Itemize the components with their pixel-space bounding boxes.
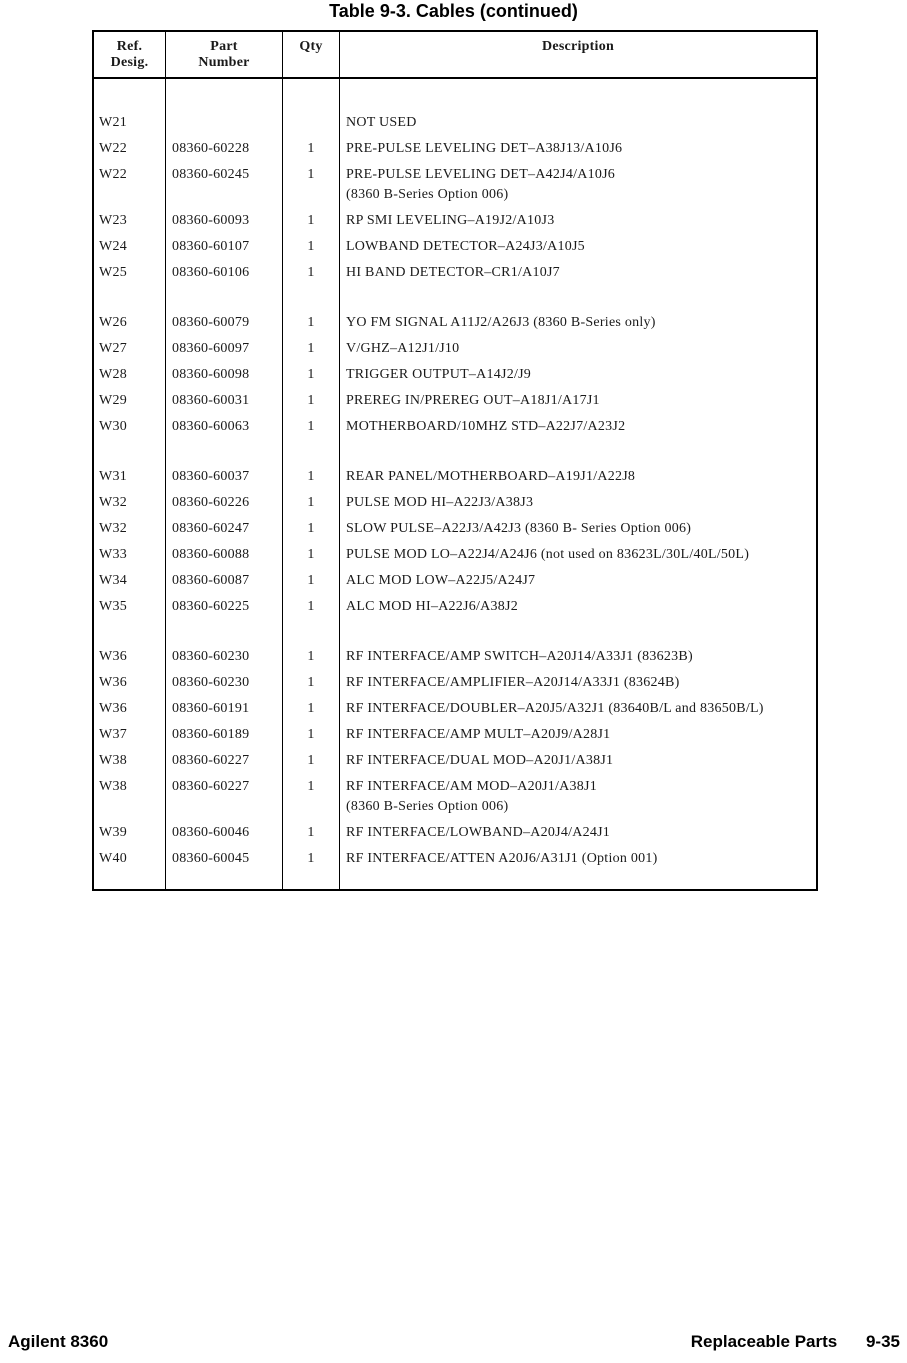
cell-ref-desig: [94, 493, 166, 519]
table-row: [94, 751, 816, 777]
cell-description: [340, 673, 816, 699]
cell-text-line: W22: [99, 167, 127, 182]
cell-qty: [283, 263, 340, 289]
cell-qty: [283, 365, 340, 391]
cell-text-line: 08360-60189: [172, 727, 250, 742]
cell-text-line: 08360-60225: [172, 599, 250, 614]
cell-part-number: [166, 647, 283, 673]
cell-text-line: 1: [307, 367, 315, 382]
cell-text-line: W25: [99, 265, 127, 280]
cell-ref-desig: [94, 545, 166, 571]
cell-part-number: [166, 417, 283, 443]
cell-text-line: 1: [307, 599, 315, 614]
cell-description: [340, 751, 816, 777]
cell-description: [340, 699, 816, 725]
column-header-part-number: [166, 32, 283, 77]
cell-part-number: [166, 493, 283, 519]
cell-description: [340, 313, 816, 339]
cell-ref-desig: [94, 263, 166, 289]
cell-description: [340, 339, 816, 365]
cell-text-line: LOWBAND DETECTOR–A24J3/A10J5: [346, 239, 585, 254]
table-row: [94, 519, 816, 545]
cell-qty: [283, 571, 340, 597]
cell-text-line: W38: [99, 753, 127, 768]
cell-ref-desig: [94, 313, 166, 339]
cell-text-line: 1: [307, 779, 315, 794]
cell-text-line: 08360-60247: [172, 521, 250, 536]
header-line: Description: [542, 39, 614, 54]
cell-text-line: 08360-60045: [172, 851, 250, 866]
table-row: [94, 571, 816, 597]
cell-ref-desig: [94, 79, 166, 113]
table-spacer-row: [94, 623, 816, 647]
cell-text-line: 1: [307, 393, 315, 408]
cell-text-line: W34: [99, 573, 127, 588]
cell-text-line: W32: [99, 521, 127, 536]
cell-text-line: 08360-60088: [172, 547, 250, 562]
cell-part-number: [166, 289, 283, 313]
cell-description: [340, 237, 816, 263]
cell-ref-desig: [94, 725, 166, 751]
cell-text-line: 1: [307, 167, 315, 182]
cell-qty: [283, 519, 340, 545]
cell-description: [340, 211, 816, 237]
table-row: [94, 313, 816, 339]
cell-text-line: 08360-60037: [172, 469, 250, 484]
cell-text-line: W26: [99, 315, 127, 330]
cell-ref-desig: [94, 823, 166, 849]
table-row: [94, 597, 816, 623]
cell-text-line: ALC MOD LOW–A22J5/A24J7: [346, 573, 536, 588]
table-row: [94, 545, 816, 571]
cell-part-number: [166, 751, 283, 777]
cell-qty: [283, 623, 340, 647]
cell-ref-desig: [94, 875, 166, 889]
cell-qty: [283, 699, 340, 725]
table-row: [94, 725, 816, 751]
cell-text-line: SLOW PULSE–A22J3/A42J3 (8360 B- Series Option 006): [346, 521, 692, 536]
footer-right: [691, 1332, 900, 1352]
cell-description: [340, 391, 816, 417]
table-row: [94, 139, 816, 165]
cell-text-line: RF INTERFACE/DOUBLER–A20J5/A32J1 (83640B/L and 83650B/L): [346, 701, 764, 716]
cell-qty: [283, 673, 340, 699]
cell-part-number: [166, 237, 283, 263]
cell-text-line: W28: [99, 367, 127, 382]
cell-qty: [283, 289, 340, 313]
cell-text-line: W30: [99, 419, 127, 434]
cell-text-line: 08360-60227: [172, 753, 250, 768]
cell-text-line: 08360-60079: [172, 315, 250, 330]
cell-description: [340, 263, 816, 289]
cell-part-number: [166, 725, 283, 751]
table-row: [94, 777, 816, 823]
cell-text-line: 1: [307, 701, 315, 716]
cell-ref-desig: [94, 597, 166, 623]
cell-text-line: V/GHZ–A12J1/J10: [346, 341, 460, 356]
cell-text-line: 1: [307, 419, 315, 434]
cell-ref-desig: [94, 519, 166, 545]
cell-text-line: RF INTERFACE/DUAL MOD–A20J1/A38J1: [346, 753, 614, 768]
cell-text-line: 1: [307, 547, 315, 562]
cell-qty: [283, 751, 340, 777]
cell-text-line: W27: [99, 341, 127, 356]
cell-part-number: [166, 519, 283, 545]
cell-description: [340, 467, 816, 493]
cell-description: [340, 597, 816, 623]
cell-qty: [283, 777, 340, 823]
cell-text-line: RF INTERFACE/AMPLIFIER–A20J14/A33J1 (83624B): [346, 675, 680, 690]
cell-text-line: W29: [99, 393, 127, 408]
cell-qty: [283, 725, 340, 751]
cell-description: [340, 849, 816, 875]
table-spacer-row: [94, 79, 816, 113]
cell-ref-desig: [94, 623, 166, 647]
cell-qty: [283, 545, 340, 571]
cell-text-line: 08360-60191: [172, 701, 250, 716]
cell-text-line: 08360-60230: [172, 649, 250, 664]
cell-part-number: [166, 339, 283, 365]
cell-text-line: ALC MOD HI–A22J6/A38J2: [346, 599, 518, 614]
cell-qty: [283, 391, 340, 417]
cell-text-line: 08360-60230: [172, 675, 250, 690]
footer-page-number: 9-35: [865, 1332, 900, 1351]
cell-part-number: [166, 165, 283, 211]
cell-description: [340, 777, 816, 823]
cell-text-line: 1: [307, 649, 315, 664]
cell-text-line: PREREG IN/PREREG OUT–A18J1/A17J1: [346, 393, 600, 408]
cell-ref-desig: [94, 647, 166, 673]
cell-description: [340, 79, 816, 113]
cell-ref-desig: [94, 417, 166, 443]
cell-text-line: W33: [99, 547, 127, 562]
cell-text-line: 08360-60245: [172, 167, 250, 182]
cell-description: [340, 725, 816, 751]
cell-text-line: 08360-60228: [172, 141, 250, 156]
cell-description: [340, 519, 816, 545]
page-title: Table 9-3. Cables (continued): [329, 1, 578, 21]
cell-text-line: 1: [307, 675, 315, 690]
cell-description: [340, 493, 816, 519]
cell-part-number: [166, 823, 283, 849]
cell-qty: [283, 597, 340, 623]
cell-text-line: 08360-60098: [172, 367, 250, 382]
cell-qty: [283, 875, 340, 889]
table-row: [94, 417, 816, 443]
cell-description: [340, 875, 816, 889]
cell-text-line: W24: [99, 239, 127, 254]
cell-text-line: W36: [99, 649, 127, 664]
cell-ref-desig: [94, 139, 166, 165]
cell-qty: [283, 647, 340, 673]
cell-part-number: [166, 571, 283, 597]
cell-description: [340, 647, 816, 673]
cell-text-line: 1: [307, 239, 315, 254]
cell-part-number: [166, 623, 283, 647]
cell-text-line: TRIGGER OUTPUT–A14J2/J9: [346, 367, 532, 382]
cell-text-line: PULSE MOD LO–A22J4/A24J6 (not used on 83623L/30L/40L/50L): [346, 547, 750, 562]
column-header-qty: [283, 32, 340, 77]
cell-ref-desig: [94, 289, 166, 313]
table-row: [94, 467, 816, 493]
cell-text-line: RF INTERFACE/LOWBAND–A20J4/A24J1: [346, 825, 611, 840]
table-row: [94, 673, 816, 699]
cell-text-line: W36: [99, 701, 127, 716]
cell-ref-desig: [94, 391, 166, 417]
cell-text-line: PULSE MOD HI–A22J3/A38J3: [346, 495, 534, 510]
cell-qty: [283, 339, 340, 365]
cell-text-line: 1: [307, 573, 315, 588]
cell-ref-desig: [94, 849, 166, 875]
cell-qty: [283, 79, 340, 113]
cell-part-number: [166, 849, 283, 875]
cell-text-line: W36: [99, 675, 127, 690]
cell-text-line: W22: [99, 141, 127, 156]
cell-ref-desig: [94, 777, 166, 823]
cell-ref-desig: [94, 699, 166, 725]
cell-description: [340, 113, 816, 139]
cell-text-line: 1: [307, 727, 315, 742]
cell-ref-desig: [94, 467, 166, 493]
cell-text-line: 08360-60097: [172, 341, 250, 356]
cell-text-line: 08360-60227: [172, 779, 250, 794]
cell-part-number: [166, 113, 283, 139]
table-row: [94, 823, 816, 849]
header-line: Number: [198, 55, 250, 70]
cell-qty: [283, 165, 340, 211]
table-spacer-row: [94, 875, 816, 889]
cell-text-line: W37: [99, 727, 127, 742]
cell-part-number: [166, 699, 283, 725]
header-line: Part: [210, 39, 238, 54]
cell-part-number: [166, 467, 283, 493]
cell-part-number: [166, 597, 283, 623]
cell-part-number: [166, 263, 283, 289]
cell-part-number: [166, 545, 283, 571]
cell-text-line: RF INTERFACE/AMP SWITCH–A20J14/A33J1 (83623B): [346, 649, 693, 664]
cell-qty: [283, 823, 340, 849]
column-header-ref-desig: [94, 32, 166, 77]
cell-text-line: RF INTERFACE/ATTEN A20J6/A31J1 (Option 001): [346, 851, 658, 866]
cell-text-line: NOT USED: [346, 115, 417, 130]
cell-qty: [283, 849, 340, 875]
cell-qty: [283, 467, 340, 493]
cell-description: [340, 571, 816, 597]
header-line: Desig.: [110, 55, 149, 70]
cell-part-number: [166, 313, 283, 339]
cell-text-line: RF INTERFACE/AMP MULT–A20J9/A28J1: [346, 727, 611, 742]
cell-qty: [283, 113, 340, 139]
cell-part-number: [166, 391, 283, 417]
cell-text-line: 08360-60087: [172, 573, 250, 588]
table-header-row: [94, 32, 816, 79]
cell-text-line: 1: [307, 315, 315, 330]
cell-description: [340, 417, 816, 443]
footer-section-title: Replaceable Parts: [690, 1332, 838, 1351]
cell-part-number: [166, 443, 283, 467]
cell-part-number: [166, 875, 283, 889]
cables-parts-table: [92, 30, 818, 891]
cell-part-number: [166, 79, 283, 113]
cell-text-line: 1: [307, 213, 315, 228]
cell-text-line: RF INTERFACE/AM MOD–A20J1/A38J1: [346, 779, 597, 794]
cell-text-line: 08360-60031: [172, 393, 250, 408]
cell-text-line: W31: [99, 469, 127, 484]
cell-qty: [283, 237, 340, 263]
cell-description: [340, 289, 816, 313]
cell-description: [340, 545, 816, 571]
cell-qty: [283, 417, 340, 443]
cell-ref-desig: [94, 113, 166, 139]
cell-text-line: PRE-PULSE LEVELING DET–A42J4/A10J6: [346, 167, 616, 182]
cell-part-number: [166, 673, 283, 699]
cell-description: [340, 139, 816, 165]
cell-text-line: MOTHERBOARD/10MHZ STD–A22J7/A23J2: [346, 419, 626, 434]
cell-ref-desig: [94, 571, 166, 597]
cell-text-line: (8360 B-Series Option 006): [346, 187, 509, 202]
cell-text-line: 08360-60063: [172, 419, 250, 434]
cell-part-number: [166, 777, 283, 823]
cell-text-line: 08360-60106: [172, 265, 250, 280]
table-row: [94, 339, 816, 365]
cell-ref-desig: [94, 211, 166, 237]
cell-text-line: PRE-PULSE LEVELING DET–A38J13/A10J6: [346, 141, 623, 156]
table-row: [94, 849, 816, 875]
table-row: [94, 113, 816, 139]
cell-qty: [283, 313, 340, 339]
cell-ref-desig: [94, 751, 166, 777]
cell-description: [340, 365, 816, 391]
cell-text-line: 08360-60093: [172, 213, 250, 228]
cell-text-line: 1: [307, 469, 315, 484]
cell-text-line: 08360-60046: [172, 825, 250, 840]
cell-qty: [283, 493, 340, 519]
cell-text-line: W32: [99, 495, 127, 510]
table-row: [94, 211, 816, 237]
cell-text-line: YO FM SIGNAL A11J2/A26J3 (8360 B-Series only): [346, 315, 656, 330]
table-row: [94, 165, 816, 211]
table-row: [94, 493, 816, 519]
cell-text-line: 08360-60226: [172, 495, 250, 510]
cell-text-line: 1: [307, 851, 315, 866]
cell-text-line: 1: [307, 265, 315, 280]
cell-text-line: 1: [307, 141, 315, 156]
footer-product-name: Agilent 8360: [8, 1332, 109, 1351]
cell-description: [340, 443, 816, 467]
column-header-description: [340, 32, 816, 77]
cell-ref-desig: [94, 443, 166, 467]
cell-text-line: (8360 B-Series Option 006): [346, 799, 509, 814]
header-line: Qty: [299, 39, 323, 54]
cell-ref-desig: [94, 673, 166, 699]
cell-text-line: W39: [99, 825, 127, 840]
table-row: [94, 647, 816, 673]
cell-ref-desig: [94, 165, 166, 211]
table-row: [94, 391, 816, 417]
cell-part-number: [166, 365, 283, 391]
cell-text-line: REAR PANEL/MOTHERBOARD–A19J1/A22J8: [346, 469, 636, 484]
cell-text-line: 1: [307, 521, 315, 536]
cell-text-line: RP SMI LEVELING–A19J2/A10J3: [346, 213, 555, 228]
cell-text-line: 1: [307, 825, 315, 840]
cell-description: [340, 165, 816, 211]
table-row: [94, 237, 816, 263]
cell-text-line: W40: [99, 851, 127, 866]
table-spacer-row: [94, 443, 816, 467]
cell-text-line: W35: [99, 599, 127, 614]
table-row: [94, 263, 816, 289]
cell-text-line: W38: [99, 779, 127, 794]
cell-qty: [283, 443, 340, 467]
cell-qty: [283, 211, 340, 237]
cell-text-line: 08360-60107: [172, 239, 250, 254]
cell-ref-desig: [94, 339, 166, 365]
cell-text-line: 1: [307, 341, 315, 356]
table-row: [94, 365, 816, 391]
cell-part-number: [166, 139, 283, 165]
cell-text-line: 1: [307, 753, 315, 768]
cell-text-line: W23: [99, 213, 127, 228]
table-spacer-row: [94, 289, 816, 313]
page-footer: [8, 1332, 900, 1352]
cell-text-line: W21: [99, 115, 127, 130]
cell-qty: [283, 139, 340, 165]
header-line: Ref.: [116, 39, 143, 54]
table-body: [94, 79, 816, 889]
cell-text-line: 1: [307, 495, 315, 510]
cell-description: [340, 823, 816, 849]
cell-ref-desig: [94, 237, 166, 263]
cell-part-number: [166, 211, 283, 237]
cell-ref-desig: [94, 365, 166, 391]
table-row: [94, 699, 816, 725]
cell-description: [340, 623, 816, 647]
cell-text-line: HI BAND DETECTOR–CR1/A10J7: [346, 265, 560, 280]
